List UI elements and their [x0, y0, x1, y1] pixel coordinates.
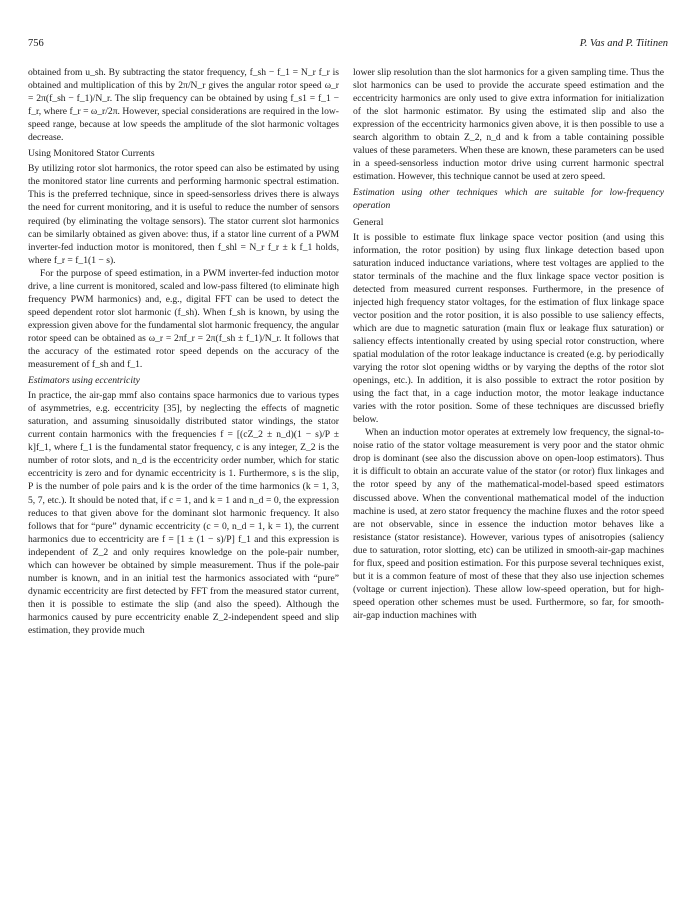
paragraph: By utilizing rotor slot harmonics, the rotor speed can also be estimated by using the monitored stator line currents and performing harmonic spectral estimation. This is the preferred technique, since in speed-sensorless drives there is always the need for current monitoring, and it is useful to reduce the number of sensors required (by eliminating the voltage sensors). The stator current slot harmonics can be similarly obtained as given above: thus, if a stator line current of a PWM inverter-fed induction motor is monitored, then f_shl = N_r f_r ± k f_1 holds, where f_r = f_1(1 − s).	[28, 163, 339, 266]
right-column	[353, 66, 664, 622]
paragraph: lower slip resolution than the slot harmonics for a given sampling time. Thus the slot harmonics can be used to provide the accurate speed estimation and the eccentricity harmonics are only used to give extra information for initialization of the slot harmonic estimator. By using the estimated slip and also the expression of the eccentricity harmonics given above, it is then possible to use a search algorithm to obtain Z_2, n_d and k from a table containing possible values of these parameters. When these are known, these parameters can be used in a speed-sensorless induction motor drive using current harmonic spectral estimation. However, this technique cannot be used at zero speed.	[353, 67, 664, 183]
paragraph: For the purpose of speed estimation, in a PWM inverter-fed induction motor drive, a line current is monitored, scaled and low-pass filtered (to eliminate high frequency PWM harmonics) and, e.g., digital FFT can be used to detect the speed dependent rotor slot harmonic (f_sh). When f_sh is known, by using the expression given above for the fundamental slot harmonic frequency, the angular rotor speed can be obtained as ω_r = 2πf_r = 2π(f_sh ± f_1)/N_r. It follows that the accuracy of the estimated rotor speed depends on the accuracy of the measurement of f_sh and f_1.	[28, 267, 339, 371]
section-heading: Using Monitored Stator Currents	[28, 148, 155, 160]
left-column	[28, 66, 339, 637]
paragraph: When an induction motor operates at extremely low frequency, the signal-to-noise ratio of the stator voltage measurement is very poor and the stator ohmic drop is dominant (see also the discussion above on open-loop estimators). Thus it is difficult to obtain an accurate value of the stator (or rotor) flux linkages and the rotor speed by any of the mathematical-model-based speed estimators discussed above. When the conventional mathematical model of the induction machine is used, at zero stator frequency the machine fluxes and the rotor speed are not observable, since in essence the induction motor behaves like a resistance (stator resistance). However, various types of anisotropies (saliency due to saturation, rotor slotting, etc) can be utilized in smooth-air-gap machines for flux, speed and position estimation. For this purpose several techniques exist, but it is a common feature of most of these that they also use injection schemes (voltage or current injection). These allow low-speed operation, but for high-speed operation other schemes must be used. Furthermore, so far, for smooth-air-gap induction machines with	[353, 427, 664, 621]
running-header	[28, 38, 668, 52]
paragraph: obtained from u_sh. By subtracting the stator frequency, f_sh − f_1 = N_r f_r is obtained and multiplication of this by 2π/N_r gives the angular rotor speed ω_r = 2π(f_sh − f_1)/N_r. The slip frequency can be obtained by using f_s1 = f_1 − f_r, where f_r = ω_r/2π. However, special considerations are required in the low-speed range, because at low speeds the amplitude of the slot harmonic voltages decrease.	[28, 67, 339, 144]
section-heading: Estimators using eccentricity	[28, 375, 140, 387]
paragraph: It is possible to estimate flux linkage space vector position (and using this information, the rotor position) by using flux linkage detection based upon saturation induced inductance variations, where test voltages are applied to the stator terminals of the machine and the flux linkage space vector position is detected from measured current responses. Furthermore, in the presence of injected high frequency stator voltages, for the estimation of flux linkage space vector position and the rotor position, it is also possible to use saliency effects, which are due to magnetic saturation (main flux or leakage flux saturation) or saliency effects intentionally created by using special rotor construction, where spatial modulation of the rotor leakage inductance is created (e.g. by periodically varying the rotor slot opening widths or by varying the depths of the rotor slot openings, etc.). In addition, it is also possible to extract the rotor position by using the fact that, in a cage induction motor, the motor leakage inductance varies with the rotor position. Some of these techniques are discussed briefly below.	[353, 231, 664, 426]
running-authors: P. Vas and P. Tiitinen	[579, 38, 668, 49]
page-number: 756	[28, 38, 44, 49]
subsection-heading: General	[353, 216, 384, 228]
paragraph: In practice, the air-gap mmf also contains space harmonics due to various types of asymmetries, e.g. eccentricity [35], by neglecting the effects of magnetic saturation, and assuming sinusoidally distributed stator windings, the stator current contain harmonics with the frequencies f = [(cZ_2 ± n_d)(1 − s)/P ± k]f_1, where f_1 is the fundamental stator frequency, c is any integer, Z_2 is the number of rotor slots, and n_d is the eccentricity order number, which for static eccentricity is zero and for dynamic eccentricity is 1. Furthermore, s is the slip, P is the number of pole pairs and k is the order of the time harmonics (k = 1, 3, 5, 7, etc.). It should be noted that, if c = 1, and k = 1 and n_d = 0, the expression reduces to that given above for the dominant slot harmonic frequency. It also follows that for “pure” dynamic eccentricity (c = 0, n_d = 1, k = 1), the current harmonics due to eccentricity are f = [1 ± (1 − s)/P] f_1 and this expression is independent of Z_2 and only requires knowledge on the pole-pair number, which can however be obtained by simple measurement. Thus if the pole-pair number is known, and in an initial test the harmonics associated with “pure” dynamic eccentricity are first detected by FFT from the measured stator current, then it is possible to estimate the slip (and also the speed). Although the harmonics caused by pure eccentricity enable Z_2-independent speed and slip estimation, they provide much	[28, 390, 339, 636]
section-heading: Estimation using other techniques which are suitable for low-frequency operation	[353, 187, 664, 212]
